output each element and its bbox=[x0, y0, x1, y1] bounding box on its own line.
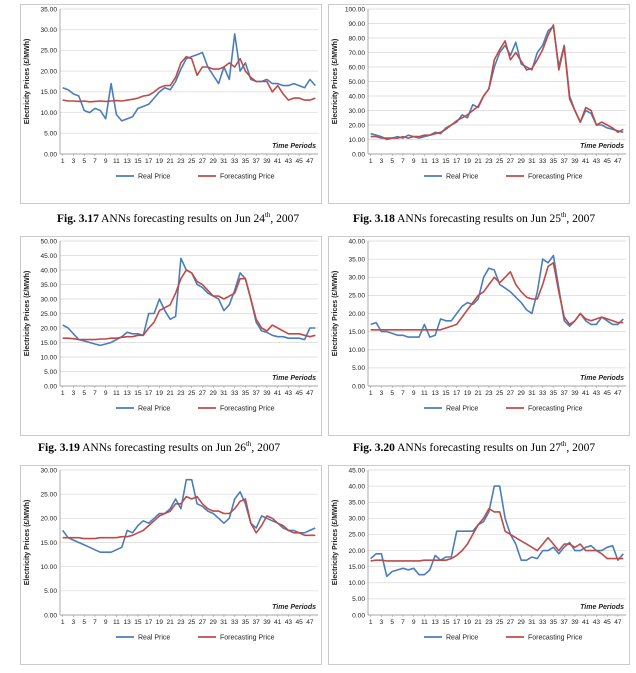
x-tick-label: 33 bbox=[231, 619, 239, 626]
x-tick-label: 15 bbox=[442, 619, 450, 626]
x-tick-label: 5 bbox=[390, 390, 395, 397]
figure-caption bbox=[353, 440, 595, 454]
x-tick-label: 17 bbox=[145, 390, 153, 397]
legend-label: Real Price bbox=[138, 173, 171, 181]
y-axis-label: Electricity Prices (£/MWh) bbox=[24, 38, 31, 125]
chart-jun-29 bbox=[328, 465, 630, 665]
x-tick-label: 21 bbox=[474, 158, 482, 165]
x-tick-label: 3 bbox=[71, 158, 76, 165]
figure-number: Fig. 3.17 bbox=[57, 212, 99, 225]
series-line bbox=[371, 509, 624, 561]
caption-superscript: th bbox=[264, 211, 271, 219]
x-tick-label: 17 bbox=[453, 619, 461, 626]
x-tick-label: 7 bbox=[401, 158, 405, 165]
x-tick-label: 15 bbox=[134, 158, 142, 165]
x-tick-label: 39 bbox=[263, 158, 271, 165]
x-axis-label: Time Periods bbox=[580, 604, 624, 611]
x-tick-label: 31 bbox=[220, 158, 228, 165]
y-tick-label: 100.00 bbox=[344, 6, 365, 14]
y-tick-label: 15.00 bbox=[40, 339, 57, 347]
x-tick-label: 5 bbox=[82, 158, 87, 165]
chart-frame bbox=[329, 237, 630, 436]
x-tick-label: 7 bbox=[93, 619, 97, 626]
y-axis-label: Electricity Prices (£/MWh) bbox=[332, 270, 339, 357]
y-tick-label: 10.00 bbox=[40, 109, 57, 117]
x-tick-label: 19 bbox=[463, 390, 472, 397]
x-tick-label: 41 bbox=[274, 619, 282, 626]
x-tick-label: 25 bbox=[496, 619, 504, 626]
x-tick-label: 43 bbox=[284, 158, 293, 165]
x-tick-label: 23 bbox=[177, 158, 185, 165]
legend-label: Forecasting Price bbox=[528, 634, 583, 642]
x-tick-label: 29 bbox=[517, 619, 525, 626]
x-tick-label: 19 bbox=[155, 390, 164, 397]
y-tick-label: 45.00 bbox=[40, 252, 57, 260]
x-tick-label: 41 bbox=[274, 390, 282, 397]
y-tick-label: 30.00 bbox=[40, 296, 57, 304]
x-tick-label: 17 bbox=[453, 390, 461, 397]
x-axis-label: Time Periods bbox=[580, 143, 624, 150]
x-tick-label: 19 bbox=[155, 158, 164, 165]
x-tick-label: 45 bbox=[295, 619, 303, 626]
legend-label: Forecasting Price bbox=[528, 173, 583, 181]
x-axis-label: Time Periods bbox=[272, 604, 316, 611]
y-tick-label: 35.00 bbox=[348, 499, 365, 507]
x-tick-label: 17 bbox=[145, 158, 153, 165]
legend-label: Real Price bbox=[138, 405, 171, 413]
x-tick-label: 39 bbox=[571, 158, 579, 165]
y-tick-label: 15.00 bbox=[40, 539, 57, 547]
x-tick-label: 37 bbox=[252, 390, 260, 397]
y-tick-label: 25.00 bbox=[348, 292, 365, 300]
x-tick-label: 15 bbox=[134, 390, 142, 397]
legend-label: Real Price bbox=[138, 634, 171, 642]
x-tick-label: 35 bbox=[549, 158, 558, 165]
x-tick-label: 33 bbox=[231, 158, 239, 165]
x-axis-label: Time Periods bbox=[580, 375, 624, 382]
x-tick-label: 47 bbox=[614, 619, 622, 626]
x-tick-label: 31 bbox=[528, 390, 536, 397]
x-tick-label: 27 bbox=[506, 158, 515, 165]
x-tick-label: 27 bbox=[198, 390, 207, 397]
y-axis-label: Electricity Prices (£/MWh) bbox=[332, 499, 339, 586]
x-tick-label: 3 bbox=[71, 619, 76, 626]
x-tick-label: 5 bbox=[390, 158, 395, 165]
x-tick-label: 15 bbox=[442, 158, 450, 165]
y-tick-label: 30.00 bbox=[348, 107, 365, 115]
y-tick-label: 25.00 bbox=[348, 531, 365, 539]
x-tick-label: 7 bbox=[93, 158, 97, 165]
x-tick-label: 1 bbox=[60, 158, 65, 165]
x-tick-label: 23 bbox=[485, 619, 493, 626]
x-tick-label: 1 bbox=[60, 619, 65, 626]
x-tick-label: 45 bbox=[603, 158, 611, 165]
legend-label: Forecasting Price bbox=[220, 634, 275, 642]
x-tick-label: 21 bbox=[474, 619, 482, 626]
legend-label: Forecasting Price bbox=[220, 405, 275, 413]
x-tick-label: 31 bbox=[528, 158, 536, 165]
legend-label: Forecasting Price bbox=[220, 173, 275, 181]
x-tick-label: 21 bbox=[166, 619, 174, 626]
x-tick-label: 39 bbox=[263, 390, 271, 397]
y-tick-label: 15.00 bbox=[348, 328, 365, 336]
x-tick-label: 39 bbox=[263, 619, 271, 626]
y-tick-label: 0.00 bbox=[352, 612, 365, 620]
x-tick-label: 41 bbox=[582, 390, 590, 397]
x-tick-label: 37 bbox=[560, 158, 568, 165]
y-tick-label: 40.00 bbox=[348, 483, 365, 491]
x-tick-label: 25 bbox=[496, 158, 504, 165]
x-tick-label: 23 bbox=[177, 619, 185, 626]
chart-jun-27 bbox=[328, 236, 630, 436]
y-tick-label: 20.00 bbox=[40, 515, 57, 523]
figure-number: Fig. 3.20 bbox=[353, 441, 395, 454]
x-tick-label: 37 bbox=[252, 619, 260, 626]
x-tick-label: 33 bbox=[539, 390, 547, 397]
x-tick-label: 27 bbox=[198, 158, 207, 165]
x-tick-label: 37 bbox=[560, 390, 568, 397]
x-tick-label: 29 bbox=[209, 619, 217, 626]
x-tick-label: 45 bbox=[603, 390, 611, 397]
y-tick-label: 30.00 bbox=[40, 467, 57, 475]
x-tick-label: 5 bbox=[82, 619, 87, 626]
chart-frame bbox=[329, 466, 630, 665]
y-tick-label: 45.00 bbox=[348, 467, 365, 475]
x-tick-label: 25 bbox=[188, 619, 196, 626]
y-tick-label: 10.00 bbox=[40, 563, 57, 571]
x-tick-label: 33 bbox=[539, 619, 547, 626]
caption-superscript: th bbox=[245, 440, 252, 448]
x-tick-label: 43 bbox=[284, 390, 293, 397]
x-tick-label: 11 bbox=[421, 619, 428, 626]
chart-svg bbox=[328, 236, 630, 436]
x-tick-label: 21 bbox=[474, 390, 482, 397]
figure-number: Fig. 3.18 bbox=[353, 212, 395, 225]
figure-number: Fig. 3.19 bbox=[38, 441, 80, 454]
x-tick-label: 3 bbox=[71, 390, 76, 397]
caption-text: , 2007 bbox=[566, 441, 596, 454]
caption-text: ANNs forecasting results on Jun 27 bbox=[394, 441, 561, 454]
x-tick-label: 33 bbox=[539, 158, 547, 165]
y-tick-label: 50.00 bbox=[40, 238, 57, 246]
figure-caption bbox=[57, 211, 299, 225]
y-tick-label: 25.00 bbox=[40, 491, 57, 499]
x-tick-label: 3 bbox=[379, 619, 384, 626]
x-tick-label: 9 bbox=[411, 158, 416, 165]
y-tick-label: 20.00 bbox=[348, 547, 365, 555]
y-tick-label: 5.00 bbox=[352, 365, 365, 373]
x-tick-label: 17 bbox=[145, 619, 153, 626]
legend-label: Real Price bbox=[446, 173, 479, 181]
x-tick-label: 37 bbox=[252, 158, 260, 165]
x-axis-label: Time Periods bbox=[272, 143, 316, 150]
x-tick-label: 29 bbox=[209, 158, 217, 165]
x-tick-label: 13 bbox=[431, 158, 439, 165]
x-tick-label: 5 bbox=[82, 390, 87, 397]
x-tick-label: 23 bbox=[485, 158, 493, 165]
x-tick-label: 17 bbox=[453, 158, 461, 165]
x-tick-label: 37 bbox=[560, 619, 568, 626]
chart-jun-26 bbox=[20, 236, 322, 436]
y-tick-label: 30.00 bbox=[40, 27, 57, 35]
x-tick-label: 11 bbox=[113, 390, 120, 397]
x-tick-label: 31 bbox=[528, 619, 536, 626]
chart-jun-25 bbox=[328, 4, 630, 204]
x-tick-label: 9 bbox=[411, 619, 416, 626]
x-tick-label: 29 bbox=[517, 390, 525, 397]
figure-caption bbox=[38, 440, 280, 454]
x-tick-label: 39 bbox=[571, 619, 579, 626]
legend-label: Real Price bbox=[446, 405, 479, 413]
x-tick-label: 45 bbox=[603, 619, 611, 626]
x-tick-label: 13 bbox=[123, 158, 131, 165]
y-tick-label: 15.00 bbox=[40, 89, 57, 97]
caption-text: ANNs forecasting results on Jun 24 bbox=[98, 212, 265, 225]
y-tick-label: 20.00 bbox=[40, 325, 57, 333]
x-tick-label: 25 bbox=[188, 390, 196, 397]
x-tick-label: 29 bbox=[209, 390, 217, 397]
y-tick-label: 90.00 bbox=[348, 20, 365, 28]
y-tick-label: 50.00 bbox=[348, 78, 365, 86]
x-tick-label: 23 bbox=[177, 390, 185, 397]
x-tick-label: 43 bbox=[592, 390, 601, 397]
y-tick-label: 20.00 bbox=[348, 122, 365, 130]
x-tick-label: 13 bbox=[123, 619, 131, 626]
chart-svg bbox=[20, 236, 322, 436]
series-line bbox=[371, 256, 624, 338]
chart-svg bbox=[20, 465, 322, 665]
x-tick-label: 25 bbox=[188, 158, 196, 165]
x-tick-label: 35 bbox=[241, 158, 250, 165]
x-tick-label: 11 bbox=[113, 619, 120, 626]
x-tick-label: 47 bbox=[306, 390, 314, 397]
x-tick-label: 9 bbox=[103, 619, 108, 626]
caption-text: , 2007 bbox=[251, 441, 281, 454]
y-tick-label: 15.00 bbox=[348, 563, 365, 571]
chart-jun-24 bbox=[20, 4, 322, 204]
y-tick-label: 35.00 bbox=[348, 256, 365, 264]
chart-svg bbox=[328, 465, 630, 665]
x-tick-label: 43 bbox=[592, 158, 601, 165]
chart-frame bbox=[21, 5, 322, 204]
x-tick-label: 21 bbox=[166, 390, 174, 397]
x-tick-label: 39 bbox=[571, 390, 579, 397]
x-tick-label: 43 bbox=[592, 619, 601, 626]
caption-text: , 2007 bbox=[270, 212, 300, 225]
y-axis-label: Electricity Prices (£/MWh) bbox=[332, 38, 339, 125]
series-line bbox=[63, 270, 316, 340]
x-tick-label: 35 bbox=[241, 619, 250, 626]
y-tick-label: 30.00 bbox=[348, 515, 365, 523]
series-line bbox=[63, 34, 316, 121]
y-tick-label: 20.00 bbox=[40, 68, 57, 76]
x-tick-label: 47 bbox=[614, 158, 622, 165]
y-tick-label: 0.00 bbox=[352, 151, 365, 159]
x-tick-label: 19 bbox=[463, 158, 472, 165]
chart-jun-28 bbox=[20, 465, 322, 665]
chart-svg bbox=[328, 4, 630, 204]
y-tick-label: 80.00 bbox=[348, 35, 365, 43]
x-tick-label: 11 bbox=[113, 158, 120, 165]
x-tick-label: 13 bbox=[123, 390, 131, 397]
x-tick-label: 13 bbox=[431, 619, 439, 626]
x-tick-label: 19 bbox=[463, 619, 472, 626]
x-tick-label: 13 bbox=[431, 390, 439, 397]
y-tick-label: 5.00 bbox=[44, 368, 57, 376]
y-tick-label: 10.00 bbox=[348, 580, 365, 588]
series-line bbox=[63, 57, 316, 102]
caption-text: , 2007 bbox=[566, 212, 596, 225]
y-tick-label: 10.00 bbox=[348, 136, 365, 144]
x-tick-label: 15 bbox=[134, 619, 142, 626]
x-tick-label: 47 bbox=[306, 158, 314, 165]
x-tick-label: 45 bbox=[295, 158, 303, 165]
chart-frame bbox=[21, 466, 322, 665]
x-tick-label: 27 bbox=[506, 619, 515, 626]
series-line bbox=[371, 486, 624, 576]
x-tick-label: 33 bbox=[231, 390, 239, 397]
x-tick-label: 47 bbox=[614, 390, 622, 397]
x-tick-label: 35 bbox=[241, 390, 250, 397]
caption-superscript: th bbox=[560, 440, 567, 448]
x-tick-label: 9 bbox=[411, 390, 416, 397]
y-axis-label: Electricity Prices (£/MWh) bbox=[24, 270, 31, 357]
series-line bbox=[63, 480, 316, 553]
x-tick-label: 3 bbox=[379, 158, 384, 165]
y-tick-label: 10.00 bbox=[40, 354, 57, 362]
x-tick-label: 1 bbox=[60, 390, 65, 397]
x-tick-label: 31 bbox=[220, 390, 228, 397]
y-tick-label: 5.00 bbox=[352, 596, 365, 604]
x-tick-label: 11 bbox=[421, 390, 428, 397]
x-tick-label: 5 bbox=[390, 619, 395, 626]
x-tick-label: 31 bbox=[220, 619, 228, 626]
x-tick-label: 3 bbox=[379, 390, 384, 397]
caption-superscript: th bbox=[560, 211, 567, 219]
x-tick-label: 35 bbox=[549, 390, 558, 397]
y-tick-label: 20.00 bbox=[348, 310, 365, 318]
series-line bbox=[63, 497, 316, 539]
x-tick-label: 1 bbox=[368, 619, 373, 626]
x-axis-label: Time Periods bbox=[272, 375, 316, 382]
x-tick-label: 9 bbox=[103, 390, 108, 397]
y-tick-label: 0.00 bbox=[44, 612, 57, 620]
x-tick-label: 45 bbox=[295, 390, 303, 397]
x-tick-label: 41 bbox=[582, 158, 590, 165]
x-tick-label: 35 bbox=[549, 619, 558, 626]
y-tick-label: 40.00 bbox=[40, 267, 57, 275]
y-axis-label: Electricity Prices (£/MWh) bbox=[24, 499, 31, 586]
legend-label: Forecasting Price bbox=[528, 405, 583, 413]
y-tick-label: 35.00 bbox=[40, 6, 57, 14]
x-tick-label: 41 bbox=[582, 619, 590, 626]
x-tick-label: 1 bbox=[368, 158, 373, 165]
y-tick-label: 40.00 bbox=[348, 238, 365, 246]
x-tick-label: 19 bbox=[155, 619, 164, 626]
y-tick-label: 25.00 bbox=[40, 310, 57, 318]
x-tick-label: 9 bbox=[103, 158, 108, 165]
x-tick-label: 27 bbox=[506, 390, 515, 397]
y-tick-label: 0.00 bbox=[44, 383, 57, 391]
y-tick-label: 35.00 bbox=[40, 281, 57, 289]
x-tick-label: 7 bbox=[93, 390, 97, 397]
x-tick-label: 7 bbox=[401, 390, 405, 397]
y-tick-label: 0.00 bbox=[352, 383, 365, 391]
x-tick-label: 11 bbox=[421, 158, 428, 165]
x-tick-label: 7 bbox=[401, 619, 405, 626]
y-tick-label: 30.00 bbox=[348, 274, 365, 282]
figure-caption bbox=[353, 211, 595, 225]
chart-svg bbox=[20, 4, 322, 204]
x-tick-label: 15 bbox=[442, 390, 450, 397]
caption-text: ANNs forecasting results on Jun 26 bbox=[79, 441, 246, 454]
x-tick-label: 23 bbox=[485, 390, 493, 397]
y-tick-label: 40.00 bbox=[348, 93, 365, 101]
x-tick-label: 1 bbox=[368, 390, 373, 397]
legend-label: Real Price bbox=[446, 634, 479, 642]
y-tick-label: 60.00 bbox=[348, 64, 365, 72]
x-tick-label: 43 bbox=[284, 619, 293, 626]
series-line bbox=[371, 26, 624, 139]
x-tick-label: 47 bbox=[306, 619, 314, 626]
y-tick-label: 25.00 bbox=[40, 47, 57, 55]
y-tick-label: 10.00 bbox=[348, 347, 365, 355]
x-tick-label: 21 bbox=[166, 158, 174, 165]
y-tick-label: 0.00 bbox=[44, 151, 57, 159]
x-tick-label: 25 bbox=[496, 390, 504, 397]
x-tick-label: 29 bbox=[517, 158, 525, 165]
y-tick-label: 70.00 bbox=[348, 49, 365, 57]
y-tick-label: 5.00 bbox=[44, 130, 57, 138]
x-tick-label: 27 bbox=[198, 619, 207, 626]
y-tick-label: 5.00 bbox=[44, 588, 57, 596]
caption-text: ANNs forecasting results on Jun 25 bbox=[394, 212, 561, 225]
x-tick-label: 41 bbox=[274, 158, 282, 165]
